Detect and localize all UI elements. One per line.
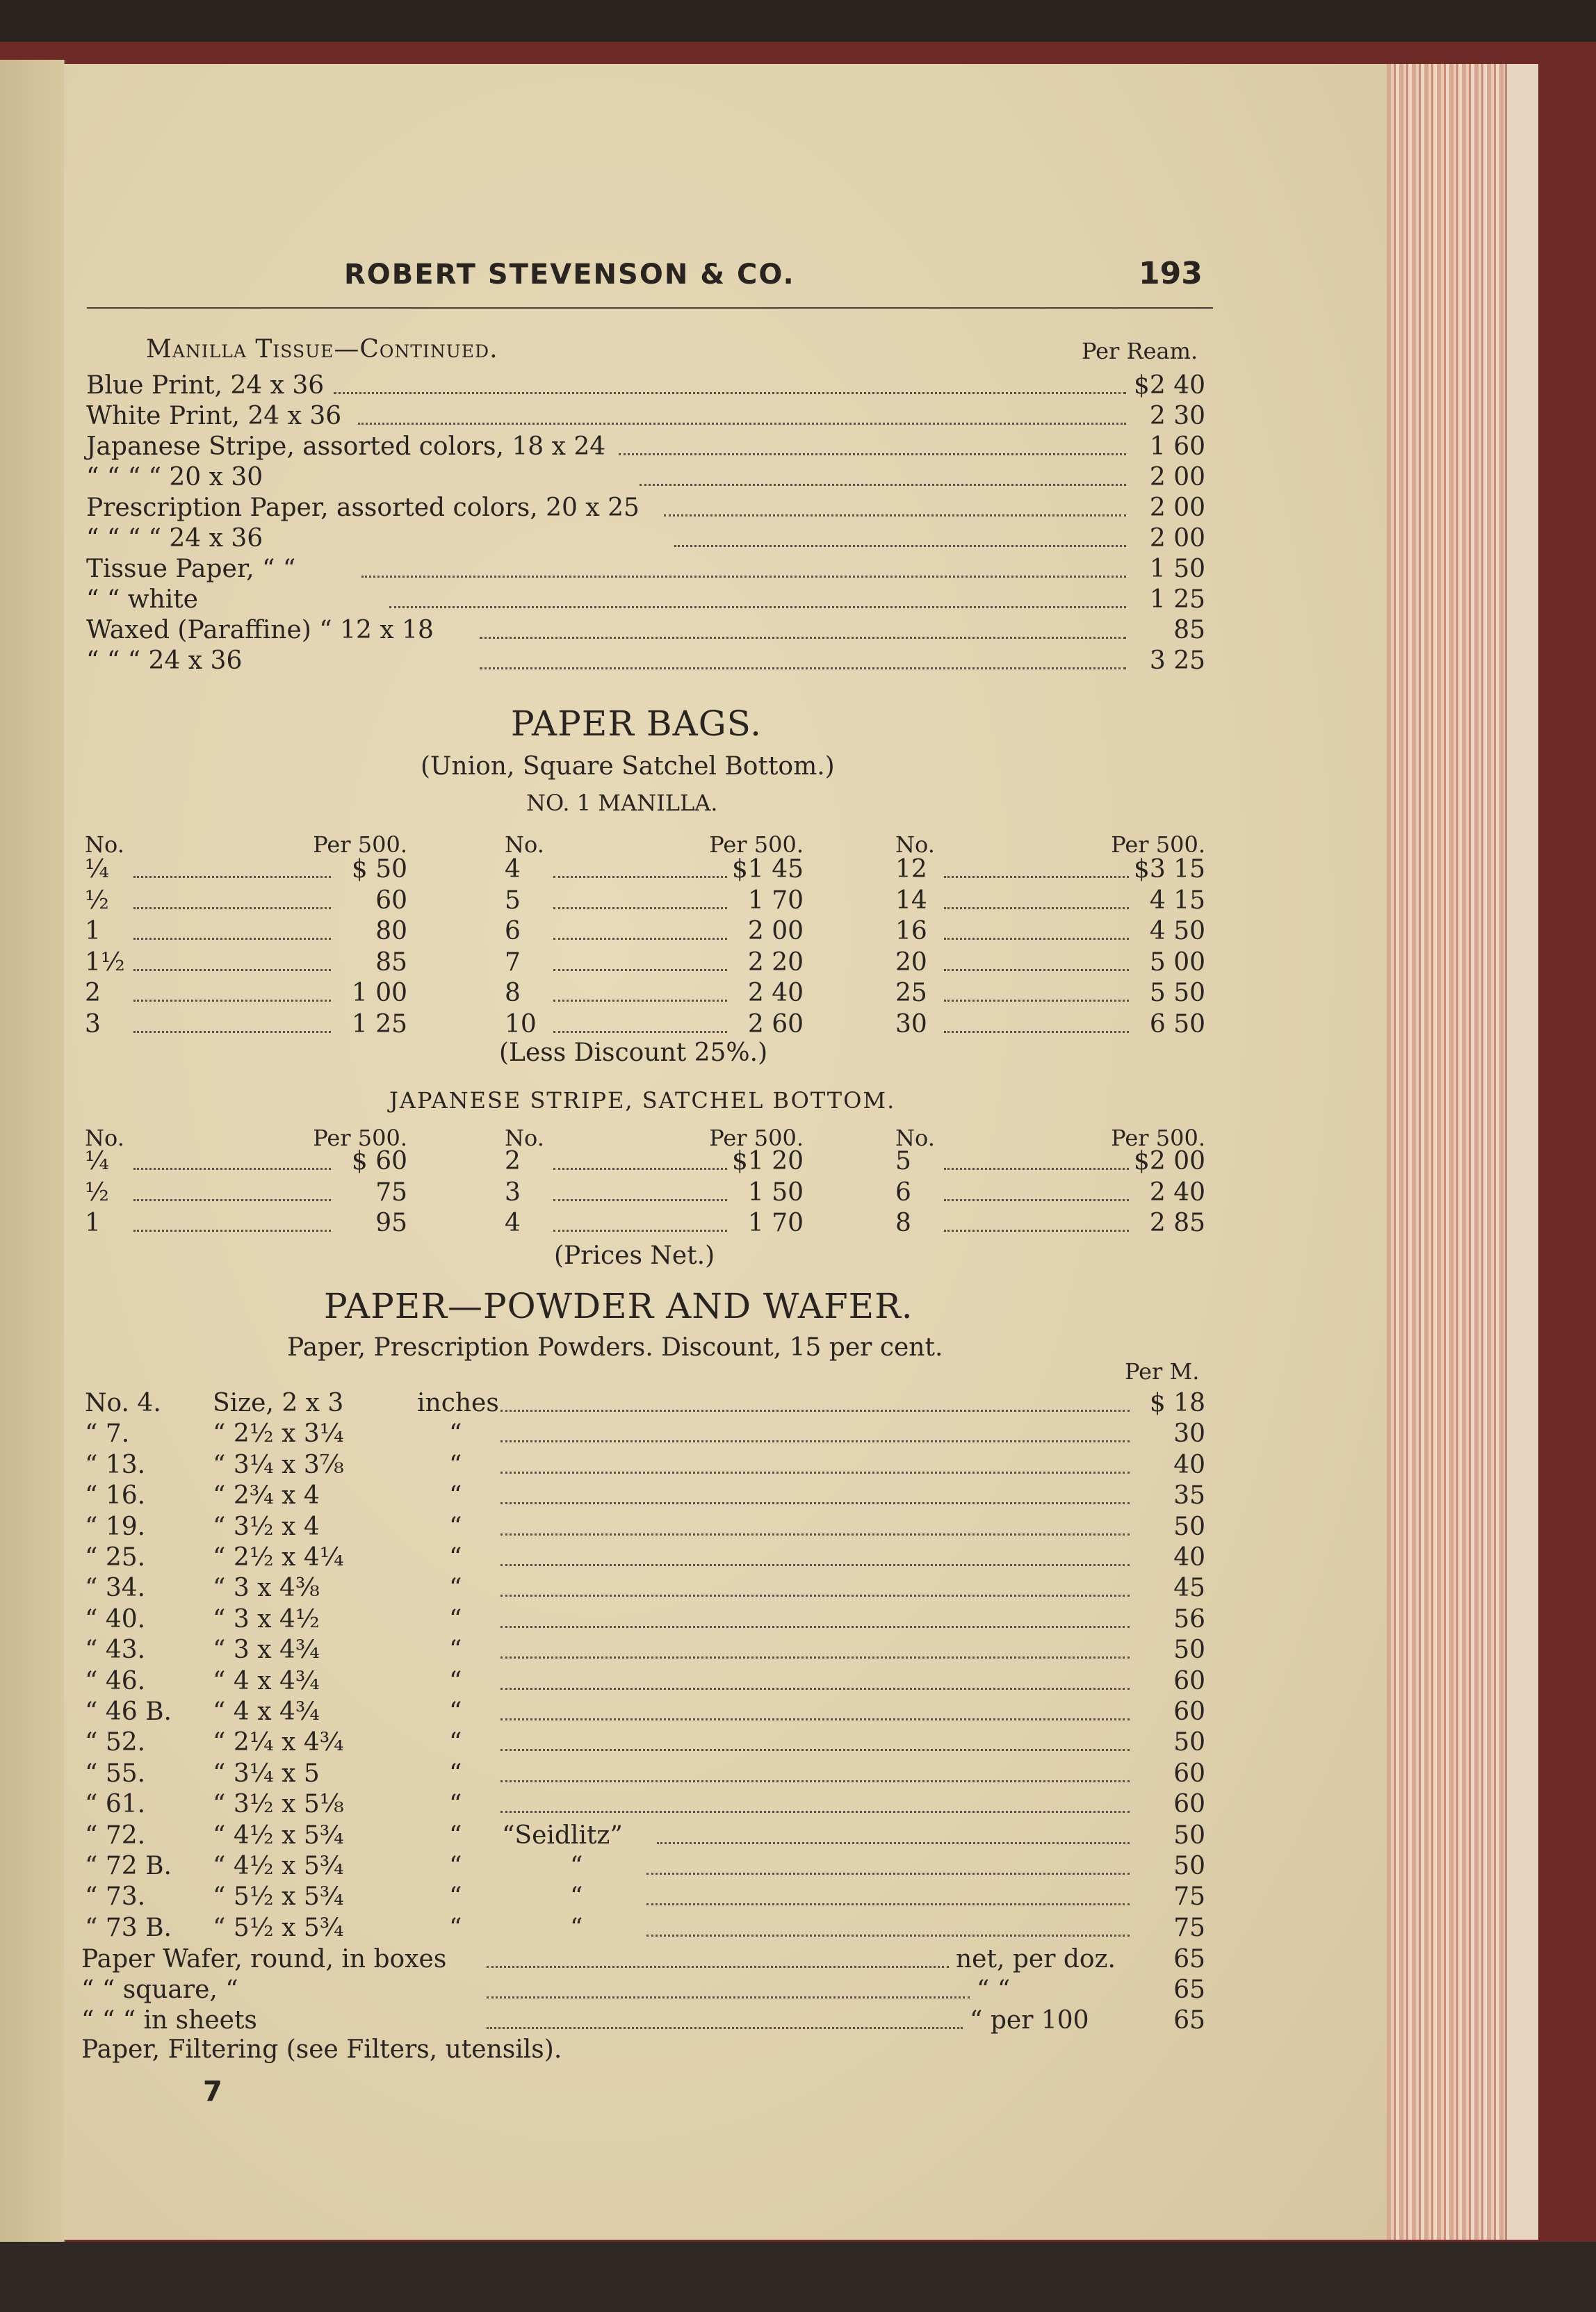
leader-dots (133, 969, 331, 971)
powder-row-unit: “ (449, 1698, 462, 1726)
powder-row-unit: “ (449, 1450, 462, 1479)
bag-no: 1 (85, 1209, 101, 1237)
manilla-row-label: White Print, 24 x 36 (86, 402, 342, 430)
bag-no: 6 (505, 917, 521, 945)
wafer-row-note: “ per 100 (970, 2006, 1089, 2035)
leader-dots (487, 1996, 970, 1998)
wafer-row-label: Paper Wafer, round, in boxes (81, 1945, 447, 1973)
leader-dots (487, 2027, 963, 2029)
powder-row-note: “ (570, 1852, 583, 1880)
left-page-edge (0, 60, 65, 2249)
manilla-row-label: Prescription Paper, assorted colors, 20 x 25 (86, 494, 640, 522)
leader-dots (361, 576, 1126, 578)
bag-no: 10 (505, 1009, 537, 1039)
powder-row-price: 50 (1173, 1852, 1205, 1880)
bag-no: 7 (505, 947, 521, 977)
leader-dots (944, 1230, 1129, 1232)
powder-row-no: “ 34. (85, 1574, 146, 1603)
powder-row-no: “ 61. (85, 1790, 146, 1819)
less-discount: (Less Discount 25%.) (499, 1039, 768, 1067)
leader-dots (500, 1410, 1130, 1412)
leader-dots (487, 1966, 949, 1968)
leader-dots (657, 1842, 1130, 1844)
leader-dots (133, 1168, 331, 1170)
bag-no: 5 (895, 1147, 911, 1175)
manilla-row-label: “ “ “ 24 x 36 (86, 646, 243, 675)
leader-dots (944, 1199, 1129, 1201)
bag-price: $1 20 (731, 1147, 804, 1175)
manilla-row-label: Blue Print, 24 x 36 (86, 371, 325, 400)
powder-row-price: 30 (1173, 1419, 1205, 1449)
leader-dots (944, 969, 1129, 971)
bag-no: 3 (85, 1009, 101, 1039)
leader-dots (500, 1626, 1130, 1628)
powder-row-size: “ 2½ x 4¼ (213, 1543, 344, 1572)
leader-dots (500, 1472, 1130, 1474)
wafer-row-price: 65 (1173, 2006, 1205, 2035)
leader-dots (664, 514, 1126, 516)
bag-price: $2 00 (1133, 1147, 1205, 1175)
powder-row-size: “ 3¼ x 5 (213, 1759, 320, 1788)
bags-title: PAPER BAGS. (511, 703, 762, 744)
bag-no: 14 (895, 886, 927, 915)
page-number: 193 (1139, 256, 1203, 291)
powder-row-no: “ 72 B. (85, 1852, 172, 1880)
powder-row-price: 50 (1173, 1728, 1205, 1757)
powder-row-price: 50 (1173, 1821, 1205, 1850)
manilla-row-price: 2 00 (1149, 524, 1205, 553)
manilla-row-label: “ “ white (86, 585, 198, 614)
powder-row-unit: “ (449, 1636, 462, 1665)
powder-row-note: “Seidlitz” (502, 1821, 623, 1850)
manilla-row-label: Tissue Paper, “ “ (86, 555, 296, 583)
powder-row-no: “ 72. (85, 1821, 146, 1850)
bag-no: 8 (895, 1209, 911, 1237)
bag-no: ¼ (85, 1147, 109, 1175)
leader-dots (553, 1230, 727, 1232)
powder-row-no: “ 13. (85, 1450, 146, 1479)
powder-row-size: “ 4½ x 5¾ (213, 1852, 344, 1880)
header-rule (87, 307, 1213, 309)
powder-row-size: “ 2¾ x 4 (213, 1481, 320, 1511)
leader-dots (500, 1533, 1130, 1536)
powder-row-price: 75 (1173, 1882, 1205, 1912)
bag-price: 60 (375, 886, 407, 915)
leader-dots (500, 1749, 1130, 1751)
leader-dots (640, 484, 1126, 486)
powder-row-size: “ 3 x 4⅜ (213, 1574, 320, 1603)
leader-dots (500, 1440, 1130, 1442)
bag-price: 80 (375, 917, 407, 945)
bag-no: 12 (895, 855, 927, 884)
powder-row-no: No. 4. (85, 1389, 161, 1417)
bag-price: 5 50 (1149, 979, 1205, 1007)
leader-dots (480, 637, 1126, 639)
bag-no: ½ (85, 1178, 109, 1207)
powder-row-unit: “ (449, 1759, 462, 1788)
bag-no: 6 (895, 1178, 911, 1207)
leader-dots (133, 1230, 331, 1232)
powder-row-unit: “ (449, 1419, 462, 1449)
bag-price: $3 15 (1133, 855, 1205, 884)
powder-row-no: “ 43. (85, 1636, 146, 1665)
manilla-row-price: 2 30 (1149, 402, 1205, 430)
powder-row-size: “ 2¼ x 4¾ (213, 1728, 344, 1757)
bag-price: 1 70 (747, 886, 804, 915)
leader-dots (646, 1873, 1130, 1875)
leader-dots (500, 1595, 1130, 1597)
powder-row-unit: “ (449, 1512, 462, 1541)
col-per-heading: Per 500. (709, 1125, 804, 1151)
powder-row-no: “ 25. (85, 1543, 146, 1572)
manilla-heading: NO. 1 MANILLA. (526, 790, 718, 816)
col-per-heading: Per 500. (709, 831, 804, 858)
leader-dots (646, 1903, 1130, 1905)
bag-no: 30 (895, 1009, 927, 1039)
powder-row-unit: “ (449, 1666, 462, 1695)
powder-row-size: “ 4 x 4¾ (213, 1698, 320, 1726)
bag-price: 4 15 (1149, 886, 1205, 915)
powder-row-unit: inches (417, 1389, 499, 1417)
leader-dots (944, 876, 1129, 878)
col-no-heading: No. (895, 831, 935, 858)
bag-no: 3 (505, 1178, 521, 1207)
powder-row-size: “ 3 x 4¾ (213, 1636, 320, 1665)
wafer-row-label: “ “ square, “ (81, 1976, 238, 2004)
powder-row-unit: “ (449, 1543, 462, 1572)
powder-row-size: Size, 2 x 3 (213, 1389, 344, 1417)
col-no-heading: No. (85, 1125, 124, 1151)
powder-row-note: “ (570, 1913, 583, 1942)
powder-row-size: “ 4 x 4¾ (213, 1666, 320, 1695)
bag-price: 6 50 (1149, 1009, 1205, 1039)
bag-price: $ 60 (351, 1147, 407, 1175)
leader-dots (553, 907, 727, 909)
powder-row-price: 60 (1173, 1759, 1205, 1788)
page-edges-outer (1505, 64, 1538, 2240)
leader-dots (944, 1000, 1129, 1002)
leader-dots (674, 545, 1126, 547)
powder-row-price: 50 (1173, 1512, 1205, 1541)
leader-dots (133, 1000, 331, 1002)
powder-row-unit: “ (449, 1852, 462, 1880)
powder-row-size: “ 3½ x 4 (213, 1512, 320, 1541)
powder-row-unit: “ (449, 1574, 462, 1603)
bag-no: 16 (895, 917, 927, 945)
leader-dots (500, 1502, 1130, 1504)
col-no-heading: No. (85, 831, 124, 858)
leader-dots (944, 1031, 1129, 1033)
powder-row-unit: “ (449, 1481, 462, 1511)
powder-row-price: 40 (1173, 1543, 1205, 1572)
wafer-row-price: 65 (1173, 1976, 1205, 2004)
powder-row-no: “ 40. (85, 1604, 146, 1634)
bag-no: ½ (85, 886, 109, 915)
prices-net: (Prices Net.) (554, 1242, 715, 1270)
powder-row-price: 60 (1173, 1666, 1205, 1695)
manilla-row-price: 2 00 (1149, 463, 1205, 491)
wafer-row-note: net, per doz. (956, 1945, 1116, 1973)
powder-row-unit: “ (449, 1882, 462, 1912)
leader-dots (133, 876, 331, 878)
bag-price: 2 40 (747, 979, 804, 1007)
powder-title: PAPER—POWDER AND WAFER. (324, 1286, 913, 1326)
manilla-row-price: 1 60 (1149, 432, 1205, 461)
bag-price: 1 70 (747, 1209, 804, 1237)
powder-row-size: “ 2½ x 3¼ (213, 1419, 344, 1449)
manilla-row-label: “ “ “ “ 20 x 30 (86, 463, 263, 491)
bag-price: 5 00 (1149, 947, 1205, 977)
col-per-heading: Per 500. (1111, 831, 1205, 858)
bag-no: 2 (505, 1147, 521, 1175)
bag-no: 8 (505, 979, 521, 1007)
manilla-row-price: 2 00 (1149, 494, 1205, 522)
col-no-heading: No. (505, 831, 544, 858)
bag-price: 85 (375, 947, 407, 977)
powder-row-price: 40 (1173, 1450, 1205, 1479)
manilla-row-price: 85 (1173, 616, 1205, 644)
col-no-heading: No. (895, 1125, 935, 1151)
leader-dots (500, 1718, 1130, 1720)
bag-price: 2 60 (747, 1009, 804, 1039)
powder-subtitle: Paper, Prescription Powders. Discount, 15 per cent. (287, 1333, 943, 1362)
manilla-row-label: Waxed (Paraffine) “ 12 x 18 (86, 616, 434, 644)
powder-row-price: 35 (1173, 1481, 1205, 1511)
wafer-row-note: “ “ (977, 1976, 1011, 2004)
bag-price: 95 (375, 1209, 407, 1237)
manilla-row-label: “ “ “ “ 24 x 36 (86, 524, 263, 553)
leader-dots (133, 907, 331, 909)
powder-row-note: “ (570, 1882, 583, 1912)
leader-dots (500, 1688, 1130, 1690)
leader-dots (553, 876, 727, 878)
leader-dots (944, 938, 1129, 940)
manilla-row-price: 1 25 (1149, 585, 1205, 614)
wafer-row-price: 65 (1173, 1945, 1205, 1973)
manilla-unit: Per Ream. (1082, 338, 1198, 364)
powder-row-unit: “ (449, 1728, 462, 1757)
leader-dots (133, 1031, 331, 1033)
leader-dots (944, 1168, 1129, 1170)
powder-row-price: 56 (1173, 1604, 1205, 1634)
manilla-row-price: 1 50 (1149, 555, 1205, 583)
powder-row-price: 75 (1173, 1913, 1205, 1942)
powder-row-no: “ 73 B. (85, 1913, 172, 1942)
leader-dots (358, 423, 1126, 425)
bag-no: 4 (505, 855, 521, 884)
col-per-heading: Per 500. (313, 1125, 407, 1151)
bags-subtitle: (Union, Square Satchel Bottom.) (421, 752, 835, 781)
leader-dots (133, 1199, 331, 1201)
powder-row-size: “ 3 x 4½ (213, 1604, 320, 1634)
bag-price: 1 00 (351, 979, 407, 1007)
bag-price: 2 00 (747, 917, 804, 945)
leader-dots (553, 1031, 727, 1033)
col-per-heading: Per 500. (1111, 1125, 1205, 1151)
powder-row-no: “ 52. (85, 1728, 146, 1757)
leader-dots (553, 1000, 727, 1002)
leader-dots (646, 1935, 1130, 1937)
powder-row-size: “ 3½ x 5⅛ (213, 1790, 344, 1819)
powder-row-no: “ 16. (85, 1481, 146, 1511)
signature-mark: 7 (203, 2076, 222, 2108)
bag-no: 1½ (85, 947, 125, 977)
powder-row-no: “ 73. (85, 1882, 146, 1912)
powder-row-price: 60 (1173, 1790, 1205, 1819)
powder-row-size: “ 3¼ x 3⅞ (213, 1450, 344, 1479)
bag-no: ¼ (85, 855, 109, 884)
leader-dots (553, 969, 727, 971)
bag-no: 4 (505, 1209, 521, 1237)
col-per-heading: Per 500. (313, 831, 407, 858)
leader-dots (389, 606, 1126, 608)
manilla-row-price: 3 25 (1149, 646, 1205, 675)
filtering-note: Paper, Filtering (see Filters, utensils). (81, 2035, 562, 2064)
leader-dots (500, 1780, 1130, 1782)
bag-no: 1 (85, 917, 101, 945)
leader-dots (944, 907, 1129, 909)
manilla-row-label: Japanese Stripe, assorted colors, 18 x 24 (86, 432, 606, 461)
page-edges (1387, 64, 1505, 2240)
leader-dots (553, 1199, 727, 1201)
col-no-heading: No. (505, 1125, 544, 1151)
powder-row-size: “ 5½ x 5¾ (213, 1882, 344, 1912)
powder-row-no: “ 55. (85, 1759, 146, 1788)
powder-row-unit: “ (449, 1604, 462, 1634)
powder-unit: Per M. (1125, 1358, 1200, 1385)
leader-dots (553, 938, 727, 940)
leader-dots (500, 1811, 1130, 1813)
bag-price: 2 20 (747, 947, 804, 977)
leader-dots (553, 1168, 727, 1170)
manilla-title: Manilla Tissue—Continued. (146, 335, 498, 364)
powder-row-no: “ 19. (85, 1512, 146, 1541)
leader-dots (500, 1564, 1130, 1566)
powder-row-unit: “ (449, 1790, 462, 1819)
leader-dots (133, 938, 331, 940)
powder-row-price: $ 18 (1149, 1389, 1205, 1417)
leader-dots (500, 1656, 1130, 1659)
running-header: ROBERT STEVENSON & CO. (344, 259, 795, 291)
powder-row-size: “ 5½ x 5¾ (213, 1913, 344, 1942)
japanese-heading: JAPANESE STRIPE, SATCHEL BOTTOM. (389, 1087, 896, 1114)
bag-price: $ 50 (351, 855, 407, 884)
bag-price: 2 40 (1149, 1178, 1205, 1207)
wafer-row-label: “ “ “ in sheets (81, 2006, 257, 2035)
powder-row-price: 45 (1173, 1574, 1205, 1603)
bag-price: 1 25 (351, 1009, 407, 1039)
leader-dots (334, 392, 1126, 394)
bag-price: 75 (375, 1178, 407, 1207)
bag-price: 1 50 (747, 1178, 804, 1207)
manilla-row-price: $2 40 (1133, 371, 1205, 400)
powder-row-no: “ 7. (85, 1419, 130, 1449)
powder-row-price: 50 (1173, 1636, 1205, 1665)
powder-row-size: “ 4½ x 5¾ (213, 1821, 344, 1850)
background-bottom (0, 2242, 1596, 2312)
powder-row-price: 60 (1173, 1698, 1205, 1726)
leader-dots (619, 453, 1126, 455)
bag-no: 5 (505, 886, 521, 915)
bag-price: 2 85 (1149, 1209, 1205, 1237)
powder-row-no: “ 46. (85, 1666, 146, 1695)
bag-no: 2 (85, 979, 101, 1007)
bag-no: 20 (895, 947, 927, 977)
powder-row-unit: “ (449, 1821, 462, 1850)
bag-price: $1 45 (731, 855, 804, 884)
bag-price: 4 50 (1149, 917, 1205, 945)
powder-row-no: “ 46 B. (85, 1698, 172, 1726)
bag-no: 25 (895, 979, 927, 1007)
leader-dots (480, 667, 1126, 669)
powder-row-unit: “ (449, 1913, 462, 1942)
